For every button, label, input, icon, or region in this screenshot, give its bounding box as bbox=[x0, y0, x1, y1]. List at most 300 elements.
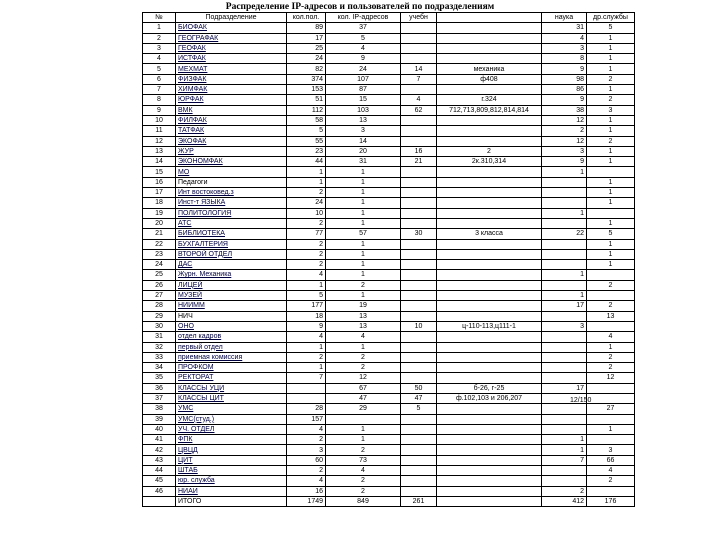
department-name[interactable]: УМС bbox=[176, 404, 287, 414]
rooms-note bbox=[437, 85, 542, 95]
header-education: учебн bbox=[401, 13, 437, 23]
science-count: 22 bbox=[542, 229, 587, 239]
other-services-count bbox=[587, 167, 635, 177]
rooms-note: механика bbox=[437, 64, 542, 74]
education-count bbox=[401, 424, 437, 434]
education-count: 30 bbox=[401, 229, 437, 239]
ip-count: 73 bbox=[326, 455, 401, 465]
ip-count: 19 bbox=[326, 301, 401, 311]
science-count bbox=[542, 260, 587, 270]
users-count: 44 bbox=[287, 157, 326, 167]
table-row bbox=[143, 249, 635, 259]
users-count: 16 bbox=[287, 486, 326, 496]
department-name[interactable]: юр. служба bbox=[176, 476, 287, 486]
science-count bbox=[542, 188, 587, 198]
education-count: 4 bbox=[401, 95, 437, 105]
science-count bbox=[542, 198, 587, 208]
science-count bbox=[542, 311, 587, 321]
row-number: 21 bbox=[143, 229, 176, 239]
row-number: 23 bbox=[143, 249, 176, 259]
education-count bbox=[401, 455, 437, 465]
education-count bbox=[401, 466, 437, 476]
table-row bbox=[143, 363, 635, 373]
education-count: 10 bbox=[401, 321, 437, 331]
science-count: 38 bbox=[542, 105, 587, 115]
ip-count: 849 bbox=[326, 496, 401, 506]
row-number: 4 bbox=[143, 54, 176, 64]
education-count bbox=[401, 486, 437, 496]
ip-count: 1 bbox=[326, 435, 401, 445]
department-name[interactable]: ПРОФКОМ bbox=[176, 363, 287, 373]
department-name[interactable]: приемная комиссия bbox=[176, 352, 287, 362]
rooms-note bbox=[437, 352, 542, 362]
department-name[interactable]: ФПК bbox=[176, 435, 287, 445]
science-count: 9 bbox=[542, 157, 587, 167]
other-services-count bbox=[587, 383, 635, 393]
rooms-note bbox=[437, 218, 542, 228]
users-count: 157 bbox=[287, 414, 326, 424]
rooms-note bbox=[437, 177, 542, 187]
education-count bbox=[401, 435, 437, 445]
ip-count: 1 bbox=[326, 177, 401, 187]
ip-count: 47 bbox=[326, 393, 401, 403]
department-name[interactable]: ЭКОФАК bbox=[176, 136, 287, 146]
rooms-note bbox=[437, 311, 542, 321]
education-count bbox=[401, 115, 437, 125]
department-name[interactable]: КЛАССЫ ЦИТ bbox=[176, 393, 287, 403]
other-services-count: 4 bbox=[587, 466, 635, 476]
table-row bbox=[143, 43, 635, 53]
users-count: 58 bbox=[287, 115, 326, 125]
row-number: 6 bbox=[143, 74, 176, 84]
education-count bbox=[401, 167, 437, 177]
users-count: 10 bbox=[287, 208, 326, 218]
science-count bbox=[542, 414, 587, 424]
education-count: 14 bbox=[401, 64, 437, 74]
department-name[interactable]: ЖУР bbox=[176, 146, 287, 156]
table-row bbox=[143, 188, 635, 198]
other-services-count: 176 bbox=[587, 496, 635, 506]
row-number: 41 bbox=[143, 435, 176, 445]
ip-count: 4 bbox=[326, 466, 401, 476]
education-count bbox=[401, 445, 437, 455]
science-count: 3 bbox=[542, 146, 587, 156]
row-number: 18 bbox=[143, 198, 176, 208]
table-row bbox=[143, 486, 635, 496]
ip-count: 1 bbox=[326, 198, 401, 208]
row-number: 8 bbox=[143, 95, 176, 105]
ip-count: 9 bbox=[326, 54, 401, 64]
science-count: 9 bbox=[542, 95, 587, 105]
table-row bbox=[143, 167, 635, 177]
users-count bbox=[287, 383, 326, 393]
row-number: 39 bbox=[143, 414, 176, 424]
education-count bbox=[401, 208, 437, 218]
science-count: 2 bbox=[542, 486, 587, 496]
department-name[interactable]: ЦИТ bbox=[176, 455, 287, 465]
science-count bbox=[542, 352, 587, 362]
department-name[interactable]: ЦВЦД bbox=[176, 445, 287, 455]
science-count: 1 bbox=[542, 445, 587, 455]
ip-count: 1 bbox=[326, 424, 401, 434]
row-number: 13 bbox=[143, 146, 176, 156]
department-name[interactable]: ГЕОГРАФАК bbox=[176, 33, 287, 43]
ip-count: 13 bbox=[326, 115, 401, 125]
users-count: 2 bbox=[287, 218, 326, 228]
users-count: 3 bbox=[287, 445, 326, 455]
rooms-note: 2к.310,314 bbox=[437, 157, 542, 167]
ip-count: 107 bbox=[326, 74, 401, 84]
ip-count: 37 bbox=[326, 23, 401, 33]
table-row bbox=[143, 157, 635, 167]
other-services-count: 3 bbox=[587, 445, 635, 455]
row-number: 40 bbox=[143, 424, 176, 434]
table-row bbox=[143, 126, 635, 136]
users-count: 18 bbox=[287, 311, 326, 321]
department-name[interactable]: НИАИ bbox=[176, 486, 287, 496]
other-services-count bbox=[587, 321, 635, 331]
other-services-count: 1 bbox=[587, 424, 635, 434]
department-name[interactable]: АТС bbox=[176, 218, 287, 228]
science-count: 1 bbox=[542, 435, 587, 445]
ip-count: 2 bbox=[326, 280, 401, 290]
table-row bbox=[143, 270, 635, 280]
other-services-count: 1 bbox=[587, 260, 635, 270]
rooms-note: ф408 bbox=[437, 74, 542, 84]
rooms-note bbox=[437, 280, 542, 290]
users-count: 1 bbox=[287, 342, 326, 352]
education-count: 47 bbox=[401, 393, 437, 403]
rooms-note: г.324 bbox=[437, 95, 542, 105]
rooms-note bbox=[437, 291, 542, 301]
table-row bbox=[143, 95, 635, 105]
education-count bbox=[401, 280, 437, 290]
department-name[interactable]: НИИММ bbox=[176, 301, 287, 311]
ip-count: 2 bbox=[326, 363, 401, 373]
science-count bbox=[542, 218, 587, 228]
science-count: 4 bbox=[542, 33, 587, 43]
department-name[interactable]: ИСТФАК bbox=[176, 54, 287, 64]
table-row bbox=[143, 239, 635, 249]
other-services-count: 1 bbox=[587, 54, 635, 64]
ip-count: 20 bbox=[326, 146, 401, 156]
other-services-count: 4 bbox=[587, 332, 635, 342]
users-count: 2 bbox=[287, 466, 326, 476]
users-count: 55 bbox=[287, 136, 326, 146]
other-services-count: 2 bbox=[587, 301, 635, 311]
department-name[interactable]: ДАС bbox=[176, 260, 287, 270]
row-number: 15 bbox=[143, 167, 176, 177]
table-row bbox=[143, 23, 635, 33]
other-services-count: 2 bbox=[587, 476, 635, 486]
header-row bbox=[143, 13, 635, 23]
row-number: 35 bbox=[143, 373, 176, 383]
department-name[interactable]: РЕКТОРАТ bbox=[176, 373, 287, 383]
users-count bbox=[287, 393, 326, 403]
ip-distribution-table bbox=[142, 12, 635, 507]
department-name[interactable]: ШТАБ bbox=[176, 466, 287, 476]
ip-count: 67 bbox=[326, 383, 401, 393]
rooms-note bbox=[437, 424, 542, 434]
science-count: 8 bbox=[542, 54, 587, 64]
education-count bbox=[401, 177, 437, 187]
ip-count: 14 bbox=[326, 136, 401, 146]
row-number: 26 bbox=[143, 280, 176, 290]
rooms-note: ц-110-113,ц111-1 bbox=[437, 321, 542, 331]
ip-count: 4 bbox=[326, 332, 401, 342]
users-count: 1 bbox=[287, 363, 326, 373]
row-number: 2 bbox=[143, 33, 176, 43]
users-count: 25 bbox=[287, 43, 326, 53]
ip-count: 4 bbox=[326, 43, 401, 53]
department-name[interactable]: ОНО bbox=[176, 321, 287, 331]
science-count bbox=[542, 466, 587, 476]
department-name[interactable]: ЛИЦЕЙ bbox=[176, 280, 287, 290]
other-services-count: 1 bbox=[587, 64, 635, 74]
department-name[interactable]: ГЕОФАК bbox=[176, 43, 287, 53]
rooms-note bbox=[437, 260, 542, 270]
rooms-note bbox=[437, 167, 542, 177]
table-row bbox=[143, 414, 635, 424]
ip-count: 1 bbox=[326, 260, 401, 270]
rooms-note bbox=[437, 33, 542, 43]
education-count bbox=[401, 363, 437, 373]
row-number: 14 bbox=[143, 157, 176, 167]
other-services-count: 3 bbox=[587, 105, 635, 115]
science-count bbox=[542, 177, 587, 187]
table-row bbox=[143, 105, 635, 115]
education-count bbox=[401, 270, 437, 280]
other-services-count bbox=[587, 435, 635, 445]
table-row bbox=[143, 383, 635, 393]
department-name[interactable]: ПОЛИТОЛОГИЯ bbox=[176, 208, 287, 218]
users-count: 374 bbox=[287, 74, 326, 84]
department-name[interactable]: ФИЗФАК bbox=[176, 74, 287, 84]
table-row bbox=[143, 476, 635, 486]
rooms-note bbox=[437, 208, 542, 218]
table-row bbox=[143, 404, 635, 414]
users-count: 2 bbox=[287, 188, 326, 198]
department-name[interactable]: отдел кадров bbox=[176, 332, 287, 342]
table-row bbox=[143, 85, 635, 95]
other-services-count: 1 bbox=[587, 126, 635, 136]
other-services-count: 1 bbox=[587, 218, 635, 228]
department-name[interactable]: ЭКОНОМФАК bbox=[176, 157, 287, 167]
ip-count: 1 bbox=[326, 218, 401, 228]
education-count bbox=[401, 311, 437, 321]
users-count: 177 bbox=[287, 301, 326, 311]
education-count bbox=[401, 198, 437, 208]
table-row bbox=[143, 146, 635, 156]
education-count bbox=[401, 43, 437, 53]
users-count: 28 bbox=[287, 404, 326, 414]
row-number: 22 bbox=[143, 239, 176, 249]
other-services-count: 66 bbox=[587, 455, 635, 465]
education-count bbox=[401, 218, 437, 228]
department-name[interactable]: БИОФАК bbox=[176, 23, 287, 33]
department-name[interactable]: ХИМФАК bbox=[176, 85, 287, 95]
department-name[interactable]: Инт востоковед.з bbox=[176, 188, 287, 198]
table-row bbox=[143, 54, 635, 64]
department-name[interactable]: Журн. Механика bbox=[176, 270, 287, 280]
row-number: 29 bbox=[143, 311, 176, 321]
other-services-count bbox=[587, 291, 635, 301]
education-count: 62 bbox=[401, 105, 437, 115]
ip-count: 13 bbox=[326, 321, 401, 331]
header-other-services: др.службы bbox=[587, 13, 635, 23]
row-number: 46 bbox=[143, 486, 176, 496]
science-count: 12 bbox=[542, 115, 587, 125]
ip-count: 3 bbox=[326, 126, 401, 136]
science-count: 1 bbox=[542, 291, 587, 301]
department-name[interactable]: БИБЛИОТЕКА bbox=[176, 229, 287, 239]
education-count bbox=[401, 136, 437, 146]
rooms-note bbox=[437, 198, 542, 208]
users-count: 2 bbox=[287, 249, 326, 259]
ip-count: 24 bbox=[326, 64, 401, 74]
users-count: 89 bbox=[287, 23, 326, 33]
header-ip-count: кол. IP-адресов bbox=[326, 13, 401, 23]
rooms-note bbox=[437, 115, 542, 125]
rooms-note: б-26, г-25 bbox=[437, 383, 542, 393]
users-count: 153 bbox=[287, 85, 326, 95]
row-number: 1 bbox=[143, 23, 176, 33]
header-department: Подразделение bbox=[176, 13, 287, 23]
users-count: 24 bbox=[287, 54, 326, 64]
row-number: 11 bbox=[143, 126, 176, 136]
department-name[interactable]: УЧ. ОТДЕЛ bbox=[176, 424, 287, 434]
table-row bbox=[143, 115, 635, 125]
rooms-note: 712,713,809,812,814,814 bbox=[437, 105, 542, 115]
other-services-count: 5 bbox=[587, 229, 635, 239]
row-number: 16 bbox=[143, 177, 176, 187]
science-count: 17 bbox=[542, 383, 587, 393]
row-number: 45 bbox=[143, 476, 176, 486]
ip-count bbox=[326, 414, 401, 424]
education-count bbox=[401, 352, 437, 362]
department-name[interactable]: ЮРФАК bbox=[176, 95, 287, 105]
department-name: ИТОГО bbox=[176, 496, 287, 506]
rooms-note bbox=[437, 23, 542, 33]
education-count bbox=[401, 414, 437, 424]
ip-count: 87 bbox=[326, 85, 401, 95]
department-name[interactable]: Инст-т ЯЗЫКА bbox=[176, 198, 287, 208]
science-count bbox=[542, 424, 587, 434]
rooms-note bbox=[437, 373, 542, 383]
rooms-note bbox=[437, 270, 542, 280]
other-services-count: 2 bbox=[587, 136, 635, 146]
users-count: 4 bbox=[287, 270, 326, 280]
users-count: 4 bbox=[287, 476, 326, 486]
ip-count: 1 bbox=[326, 342, 401, 352]
other-services-count: 2 bbox=[587, 74, 635, 84]
science-count bbox=[542, 249, 587, 259]
header-users: кол.пол. bbox=[287, 13, 326, 23]
rooms-note bbox=[437, 414, 542, 424]
ip-count: 2 bbox=[326, 352, 401, 362]
education-count bbox=[401, 301, 437, 311]
table-row bbox=[143, 177, 635, 187]
users-count: 5 bbox=[287, 126, 326, 136]
users-count: 9 bbox=[287, 321, 326, 331]
table-row bbox=[143, 208, 635, 218]
table-row bbox=[143, 373, 635, 383]
other-services-count: 2 bbox=[587, 352, 635, 362]
department-name[interactable]: КЛАССЫ УЦИ bbox=[176, 383, 287, 393]
department-name[interactable]: первый отдел bbox=[176, 342, 287, 352]
rooms-note bbox=[437, 126, 542, 136]
table-row bbox=[143, 466, 635, 476]
rooms-note bbox=[437, 404, 542, 414]
department-name[interactable]: МУЗЕЙ bbox=[176, 291, 287, 301]
ip-count: 13 bbox=[326, 311, 401, 321]
ip-count: 103 bbox=[326, 105, 401, 115]
rooms-note bbox=[437, 466, 542, 476]
ip-count: 1 bbox=[326, 270, 401, 280]
science-count bbox=[542, 373, 587, 383]
department-name[interactable]: ВТОРОЙ ОТДЕЛ bbox=[176, 249, 287, 259]
department-name[interactable]: ТАТФАК bbox=[176, 126, 287, 136]
education-count: 261 bbox=[401, 496, 437, 506]
ip-count: 1 bbox=[326, 188, 401, 198]
science-count: 1 bbox=[542, 270, 587, 280]
ip-count: 1 bbox=[326, 167, 401, 177]
users-count: 77 bbox=[287, 229, 326, 239]
table-row bbox=[143, 64, 635, 74]
science-count bbox=[542, 404, 587, 414]
row-number: 5 bbox=[143, 64, 176, 74]
other-services-count: 1 bbox=[587, 157, 635, 167]
users-count: 7 bbox=[287, 373, 326, 383]
users-count: 1 bbox=[287, 167, 326, 177]
table-row bbox=[143, 136, 635, 146]
education-count: 5 bbox=[401, 404, 437, 414]
department-name[interactable]: МО bbox=[176, 167, 287, 177]
ip-count: 5 bbox=[326, 33, 401, 43]
ip-count: 2 bbox=[326, 476, 401, 486]
users-count: 60 bbox=[287, 455, 326, 465]
other-services-count: 2 bbox=[587, 280, 635, 290]
science-count: 3 bbox=[542, 43, 587, 53]
rooms-note bbox=[437, 363, 542, 373]
other-services-count: 27 bbox=[587, 404, 635, 414]
education-count bbox=[401, 342, 437, 352]
education-count: 21 bbox=[401, 157, 437, 167]
total-row bbox=[143, 496, 635, 506]
department-name[interactable]: МЕХМАТ bbox=[176, 64, 287, 74]
department-name[interactable]: ВМК bbox=[176, 105, 287, 115]
table-row bbox=[143, 424, 635, 434]
department-name[interactable]: БУХГАЛТЕРИЯ bbox=[176, 239, 287, 249]
table-row bbox=[143, 435, 635, 445]
department-name[interactable]: УМС(студ.) bbox=[176, 414, 287, 424]
rooms-note bbox=[437, 445, 542, 455]
department-name: Педагоги bbox=[176, 177, 287, 187]
other-services-count: 1 bbox=[587, 239, 635, 249]
users-count: 1749 bbox=[287, 496, 326, 506]
table-row bbox=[143, 198, 635, 208]
rooms-note bbox=[437, 249, 542, 259]
table-row bbox=[143, 311, 635, 321]
other-services-count bbox=[587, 208, 635, 218]
department-name: НИЧ bbox=[176, 311, 287, 321]
ip-count: 1 bbox=[326, 291, 401, 301]
row-number: 33 bbox=[143, 352, 176, 362]
ip-count: 1 bbox=[326, 239, 401, 249]
department-name[interactable]: ФИЛФАК bbox=[176, 115, 287, 125]
table-row bbox=[143, 74, 635, 84]
science-count bbox=[542, 332, 587, 342]
